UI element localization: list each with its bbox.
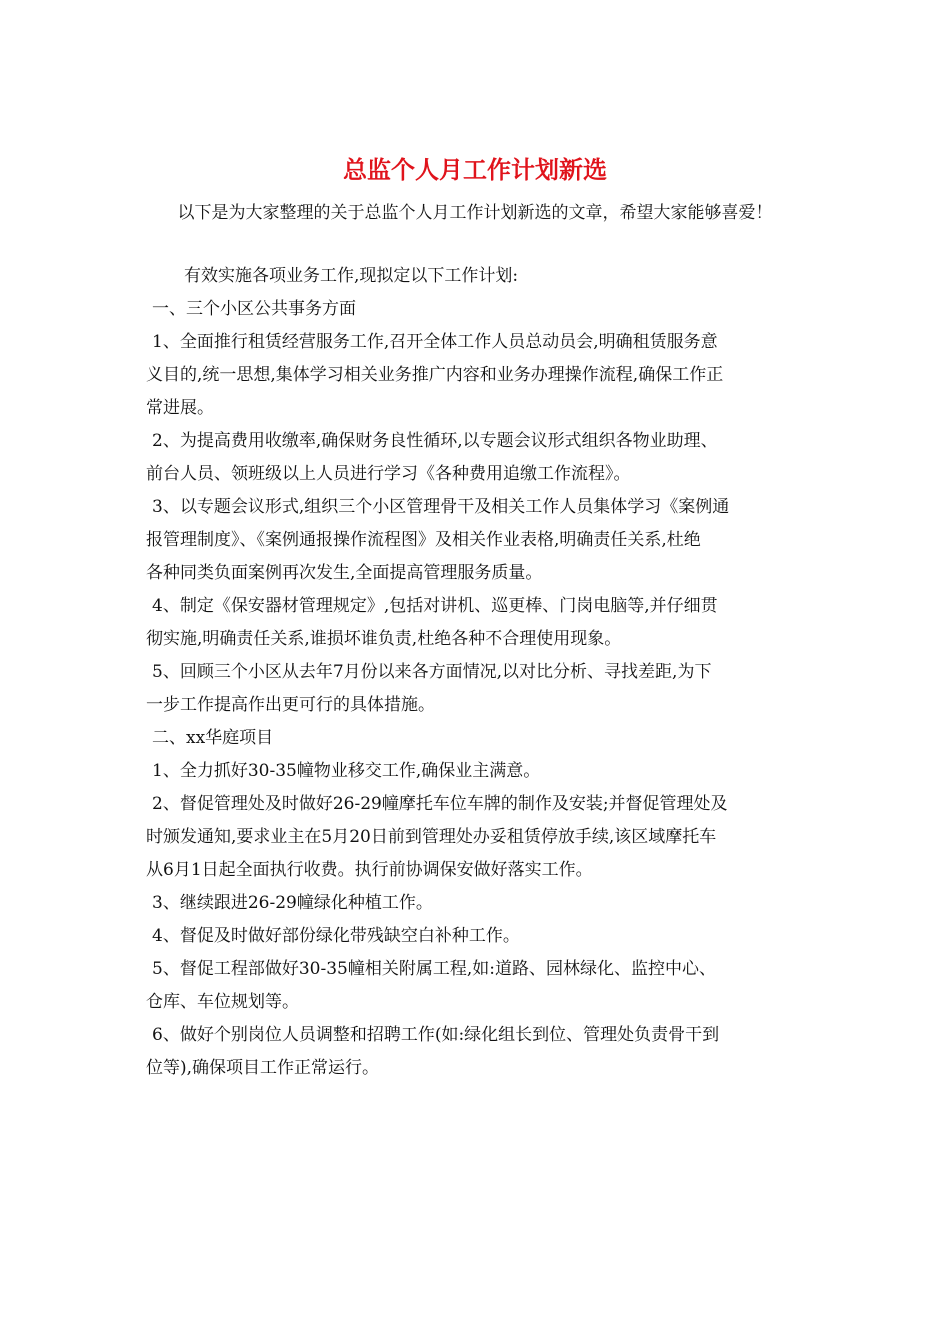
paragraph-line: 位等),确保项目工作正常运行。 bbox=[146, 1058, 380, 1078]
document-intro: 以下是为大家整理的关于总监个人月工作计划新选的文章，希望大家能够喜爱！ bbox=[177, 203, 773, 223]
paragraph-line: 2、为提高费用收缴率,确保财务良性循环,以专题会议形式组织各物业助理、 bbox=[152, 431, 718, 451]
paragraph-line: 4、制定《保安器材管理规定》,包括对讲机、巡更棒、门岗电脑等,并仔细贯 bbox=[152, 596, 718, 616]
paragraph-line: 3、以专题会议形式,组织三个小区管理骨干及相关工作人员集体学习《案例通 bbox=[152, 497, 730, 517]
paragraph-line: 有效实施各项业务工作,现拟定以下工作计划: bbox=[184, 266, 519, 286]
paragraph-line: 一、三个小区公共事务方面 bbox=[152, 299, 356, 319]
paragraph-line: 彻实施,明确责任关系,谁损坏谁负责,杜绝各种不合理使用现象。 bbox=[146, 629, 622, 649]
paragraph-line: 义目的,统一思想,集体学习相关业务推广内容和业务办理操作流程,确保工作正 bbox=[146, 365, 724, 385]
paragraph-line: 时颁发通知,要求业主在5月20日前到管理处办妥租赁停放手续,该区域摩托车 bbox=[146, 827, 717, 847]
paragraph-line: 仓库、车位规划等。 bbox=[146, 992, 299, 1012]
paragraph-line: 从6月1日起全面执行收费。执行前协调保安做好落实工作。 bbox=[146, 860, 593, 880]
paragraph-line: 6、做好个别岗位人员调整和招聘工作(如:绿化组长到位、管理处负责骨干到 bbox=[152, 1025, 720, 1045]
paragraph-line: 1、全力抓好30-35幢物业移交工作,确保业主满意。 bbox=[152, 761, 541, 781]
paragraph-line: 5、回顾三个小区从去年7月份以来各方面情况,以对比分析、寻找差距,为下 bbox=[152, 662, 712, 682]
paragraph-line: 报管理制度》、《案例通报操作流程图》及相关作业表格,明确责任关系,杜绝 bbox=[146, 530, 701, 550]
document-title: 总监个人月工作计划新选 bbox=[343, 155, 607, 184]
paragraph-line: 常进展。 bbox=[146, 398, 214, 418]
paragraph-line: 5、督促工程部做好30-35幢相关附属工程,如:道路、园林绿化、监控中心、 bbox=[152, 959, 716, 979]
paragraph-line: 2、督促管理处及时做好26-29幢摩托车位车牌的制作及安装;并督促管理处及 bbox=[152, 794, 728, 814]
paragraph-line: 3、继续跟进26-29幢绿化种植工作。 bbox=[152, 893, 433, 913]
paragraph-line: 一步工作提高作出更可行的具体措施。 bbox=[146, 695, 435, 715]
paragraph-line: 4、督促及时做好部份绿化带残缺空白补种工作。 bbox=[152, 926, 520, 946]
paragraph-line: 各种同类负面案例再次发生,全面提高管理服务质量。 bbox=[146, 563, 543, 583]
paragraph-line: 1、全面推行租赁经营服务工作,召开全体工作人员总动员会,明确租赁服务意 bbox=[152, 332, 718, 352]
paragraph-line: 二、xx华庭项目 bbox=[152, 728, 274, 748]
paragraph-line: 前台人员、领班级以上人员进行学习《各种费用追缴工作流程》。 bbox=[146, 464, 631, 484]
document-body bbox=[146, 260, 806, 1085]
